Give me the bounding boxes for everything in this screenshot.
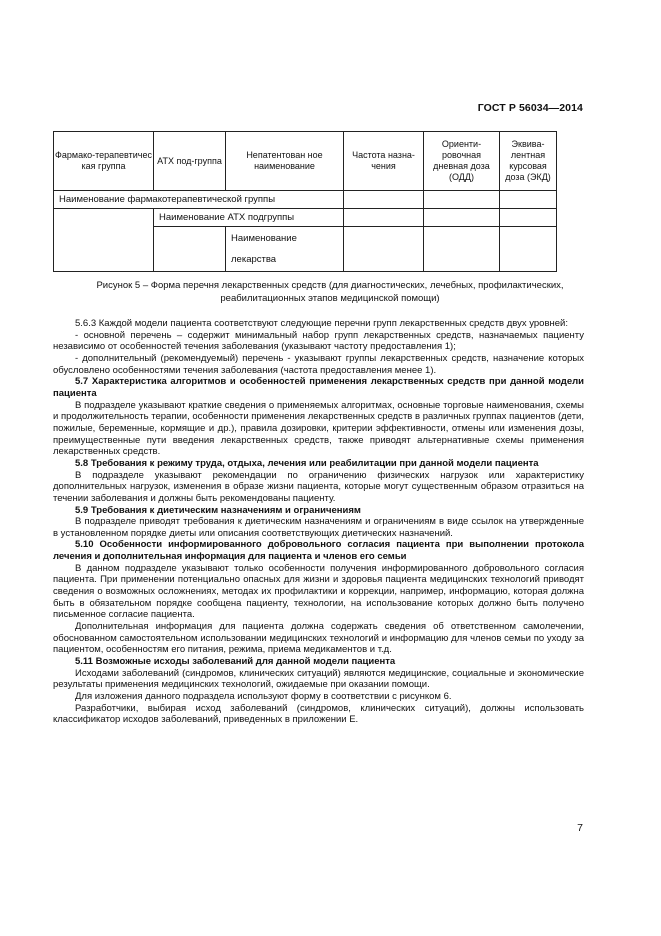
section-heading: 5.9 Требования к диетическим назначениям и ограничениям <box>75 504 361 516</box>
col-frequency: Частота назна-чения <box>344 132 424 191</box>
drug-name-cell: Наименование лекарства <box>226 227 344 272</box>
table-row-atx <box>54 209 557 227</box>
col-atx-subgroup: АТХ под-группа <box>154 132 226 191</box>
col-pharmacotherapeutic-group: Фармако-терапевтичес кая группа <box>54 132 154 191</box>
group-name-cell: Наименование фармакотерапевтической группы <box>54 191 344 209</box>
page-number: 7 <box>577 822 583 834</box>
paragraph: Для изложения данного подраздела используют форму в соответствии с рисунком 6. <box>75 691 452 702</box>
col-course-dose: Эквива-лентная курсовая доза (ЭКД) <box>500 132 557 191</box>
paragraph: В подразделе указывают краткие сведения о применяемых алгоритмах, основные торговые наименования, схемы и продолжительность терапии, особенности применения лекарственных средств в различных группах пациентов (дети, пожилые, беременные, кормящие и др.), правила дозировки, критерии эффективности, отмены или изменения дозы, преимущественные пути введения лекарственных средств, также приводят альтернативные схемы применения лекарственных средств. <box>53 399 584 458</box>
paragraph: Исходами заболеваний (синдромов, клинических ситуаций) являются медицинские, социальные и экономические результаты применения медицинских технологий, ожидаемые при оказании помощи. <box>53 667 584 691</box>
paragraph: - основной перечень – содержит минимальный набор групп лекарственных средств, назначаемых пациенту независимо от особенностей течения заболевания (указывают частоту предоставления 1); <box>53 329 584 353</box>
paragraph: Дополнительная информация для пациента должна содержать сведения об ответственном самолечении, обоснованном самостоятельном использовании медицинских технологий и информацию для членов семьи по уходу за пациентом, особенностям его питания, режима, приема медикаментов и т.д. <box>53 621 584 656</box>
paragraph: В данном подразделе указывают только особенности получения информированного добровольного согласия пациента. При применении потенциально опасных для жизни и здоровья пациента медицинских технологий приводят сведения о возможных осложнениях, методах их профилактики и коррекции, например, информацию, которая должна быть в обязательном порядке сообщена пациенту, технологии, на использование которых должно быть получено письменное согласие пациента. <box>53 562 584 621</box>
section-heading: 5.8 Требования к режиму труда, отдыха, лечения или реабилитации при данной модели пациента <box>75 457 539 469</box>
figure-caption-line2: реабилитационных этапов медицинской помощи) <box>220 293 440 304</box>
section-heading: 5.7 Характеристика алгоритмов и особенностей применения лекарственных средств при данной модели пациента <box>53 376 584 399</box>
section-heading: 5.10 Особенности информированного добровольного согласия пациента при выполнении протокола лечения и дополнительная информация для пациента и членов его семьи <box>53 539 584 563</box>
paragraph: 5.6.3 Каждой модели пациента соответствуют следующие перечни групп лекарственных средств двух уровней: <box>75 318 568 329</box>
paragraph: В подразделе указывают рекомендации по ограничению физических нагрузок или характеристику дополнительных нагрузок, изменения в образе жизни пациента, которые могут существенным образом отразиться на течении заболевания и должны быть рекомендованы пациенту. <box>53 469 584 504</box>
atx-subgroup-cell: Наименование АТХ подгруппы <box>154 209 344 227</box>
figure-caption <box>40 279 620 305</box>
paragraph: В подразделе приводят требования к диетическим назначениям и ограничениям в виде ссылок на утвержденные в установленном порядке диеты или описания соответствующих диетических назначений. <box>53 516 584 539</box>
section-heading: 5.11 Возможные исходы заболеваний для данной модели пациента <box>75 656 396 668</box>
paragraph: Разработчики, выбирая исход заболеваний (синдромов, клинических ситуаций), должны использовать классификатор исходов заболеваний, приведенных в приложении Е. <box>53 702 584 726</box>
body-text <box>53 318 584 726</box>
figure-caption-line1: Рисунок 5 – Форма перечня лекарственных средств (для диагностических, лечебных, профилактических, <box>96 280 564 291</box>
drug-list-form-table <box>53 131 557 272</box>
table-header-row <box>54 132 557 191</box>
paragraph: - дополнительный (рекомендуемый) перечень - указывают группы лекарственных средств, назначение которых обусловлено особенностями течения заболевания (частота предоставления менее 1). <box>53 352 584 376</box>
table-row-group <box>54 191 557 209</box>
col-daily-dose: Ориенти-ровочная дневная доза (ОДД) <box>424 132 500 191</box>
document-code: ГОСТ Р 56034—2014 <box>477 102 583 114</box>
col-nonproprietary-name: Непатентован ное наименование <box>226 132 344 191</box>
